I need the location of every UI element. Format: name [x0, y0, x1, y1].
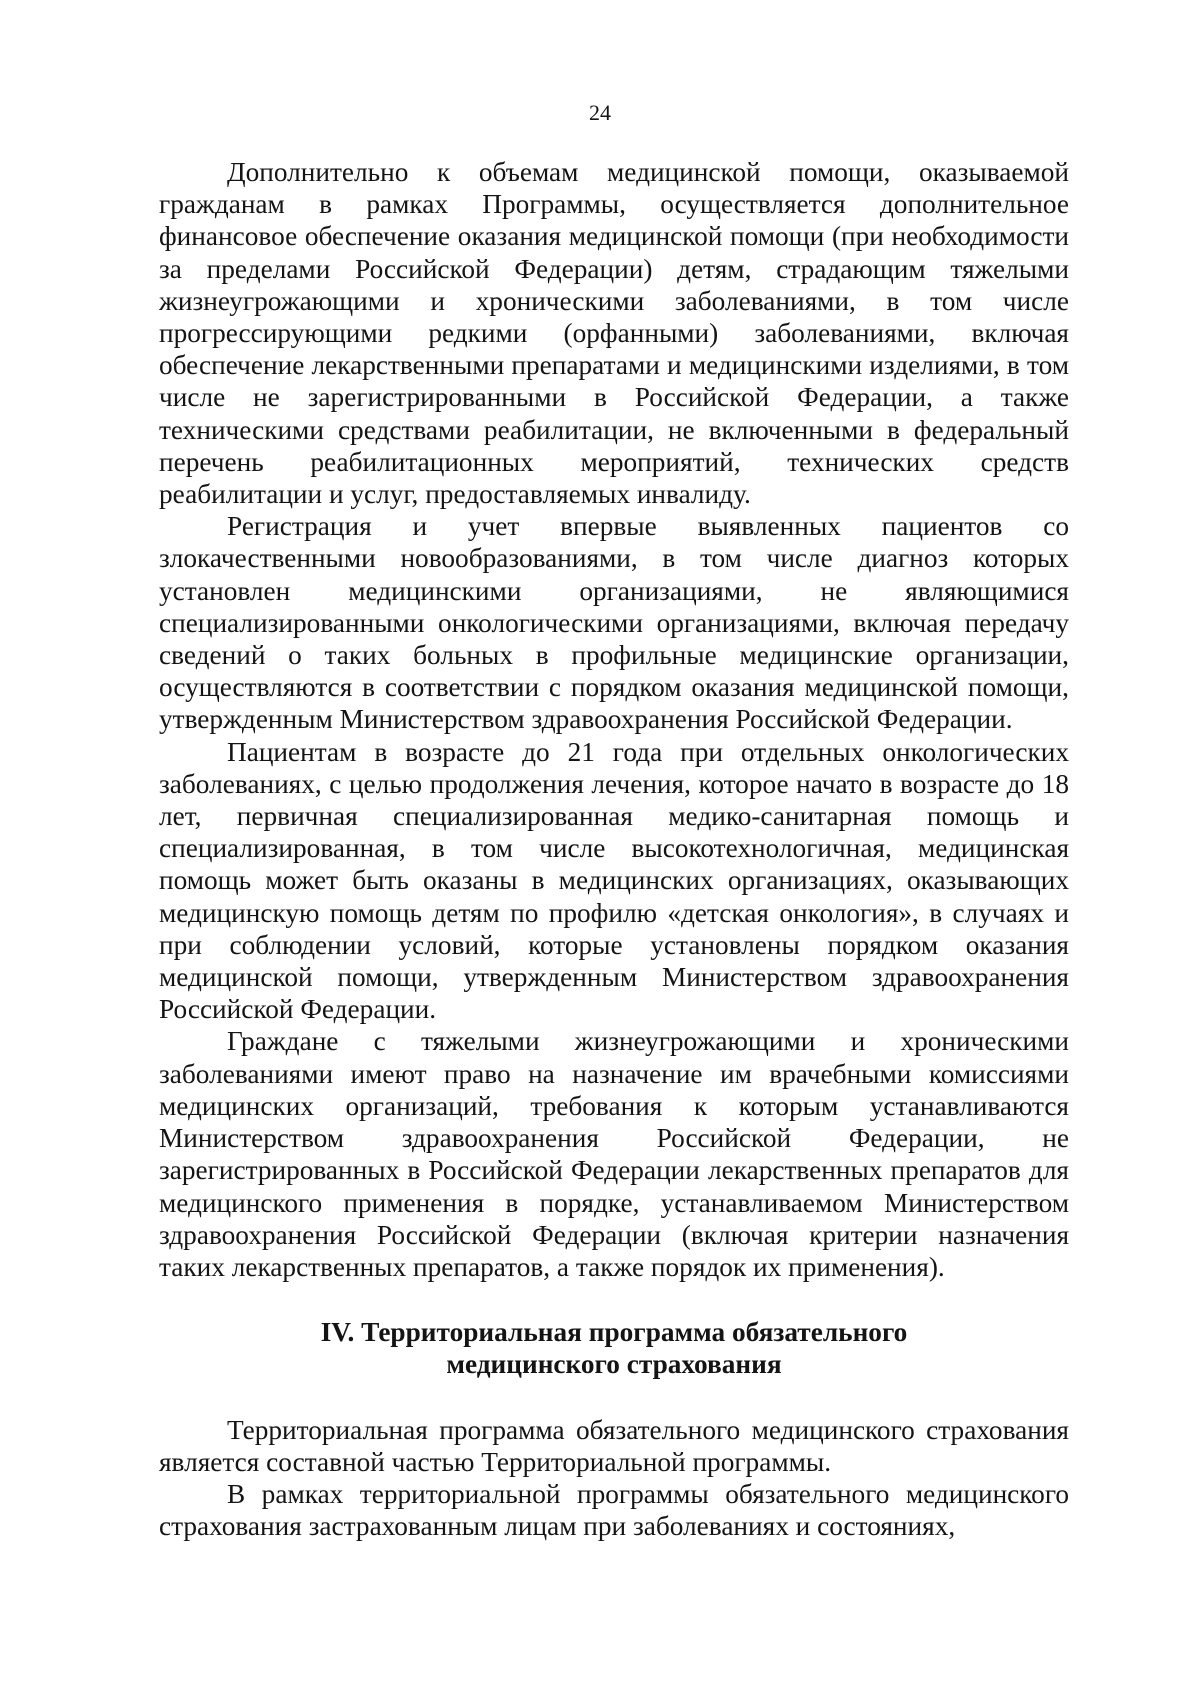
document-body: [159, 156, 1069, 1542]
page-number: 24: [589, 100, 611, 125]
section-heading-line-1: IV. Территориальная программа обязательного: [320, 1317, 908, 1348]
paragraph-additional-financing: Дополнительно к объемам медицинской помощи, оказываемой гражданам в рамках Программы, осуществляется дополнительное финансовое обеспечение оказания медицинской помощи (при необходимости за пределами Российской Федерации) детям, страдающим тяжелыми жизнеугрожающими и хроническими заболеваниями, в том числе прогрессирующими редкими (орфанными) заболеваниями, включая обеспечение лекарственными препаратами и медицинскими изделиями, в том числе не зарегистрированными в Российской Федерации, а также техническими средствами реабилитации, не включенными в федеральный перечень реабилитационных мероприятий, технических средств реабилитации и услуг, предоставляемых инвалиду.: [159, 157, 1069, 510]
section-heading-line-2: медицинского страхования: [446, 1349, 782, 1380]
section-heading: [159, 1316, 1069, 1380]
paragraph-insured-persons: В рамках территориальной программы обязательного медицинского страхования застрахованным лицам при заболеваниях и состояниях,: [159, 1478, 1069, 1542]
paragraph-territorial-program: Территориальная программа обязательного медицинского страхования является составной частью Территориальной программы.: [159, 1414, 1069, 1477]
paragraph-cancer-registration: Регистрация и учет впервые выявленных пациентов со злокачественными новообразованиями, в том числе диагноз которых установлен медицинскими организациями, не являющимися специализированными онкологическими организациями, включая передачу сведений о таких больных в профильные медицинские организации, осуществляются в соответствии с порядком оказания медицинской помощи, утвержденным Министерством здравоохранения Российской Федерации.: [159, 511, 1069, 735]
paragraph-unregistered-drugs: Граждане с тяжелыми жизнеугрожающими и хроническими заболеваниями имеют право на назначение им врачебными комиссиями медицинских организаций, требования к которым устанавливаются Министерством здравоохранения Российской Федерации, не зарегистрированных в Российской Федерации лекарственных препаратов для медицинского применения в порядке, устанавливаемом Министерством здравоохранения Российской Федерации (включая критерии назначения таких лекарственных препаратов, а также порядок их применения).: [159, 1026, 1069, 1282]
paragraph-patients-under-21: Пациентам в возрасте до 21 года при отдельных онкологических заболеваниях, с целью продолжения лечения, которое начато в возрасте до 18 лет, первичная специализированная медико-санитарная помощь и специализированная, в том числе высокотехнологичная, медицинская помощь может быть оказаны в медицинских организациях, оказывающих медицинскую помощь детям по профилю «детская онкология», в случаях и при соблюдении условий, которые установлены порядком оказания медицинской помощи, утвержденным Министерством здравоохранения Российской Федерации.: [159, 736, 1069, 1025]
